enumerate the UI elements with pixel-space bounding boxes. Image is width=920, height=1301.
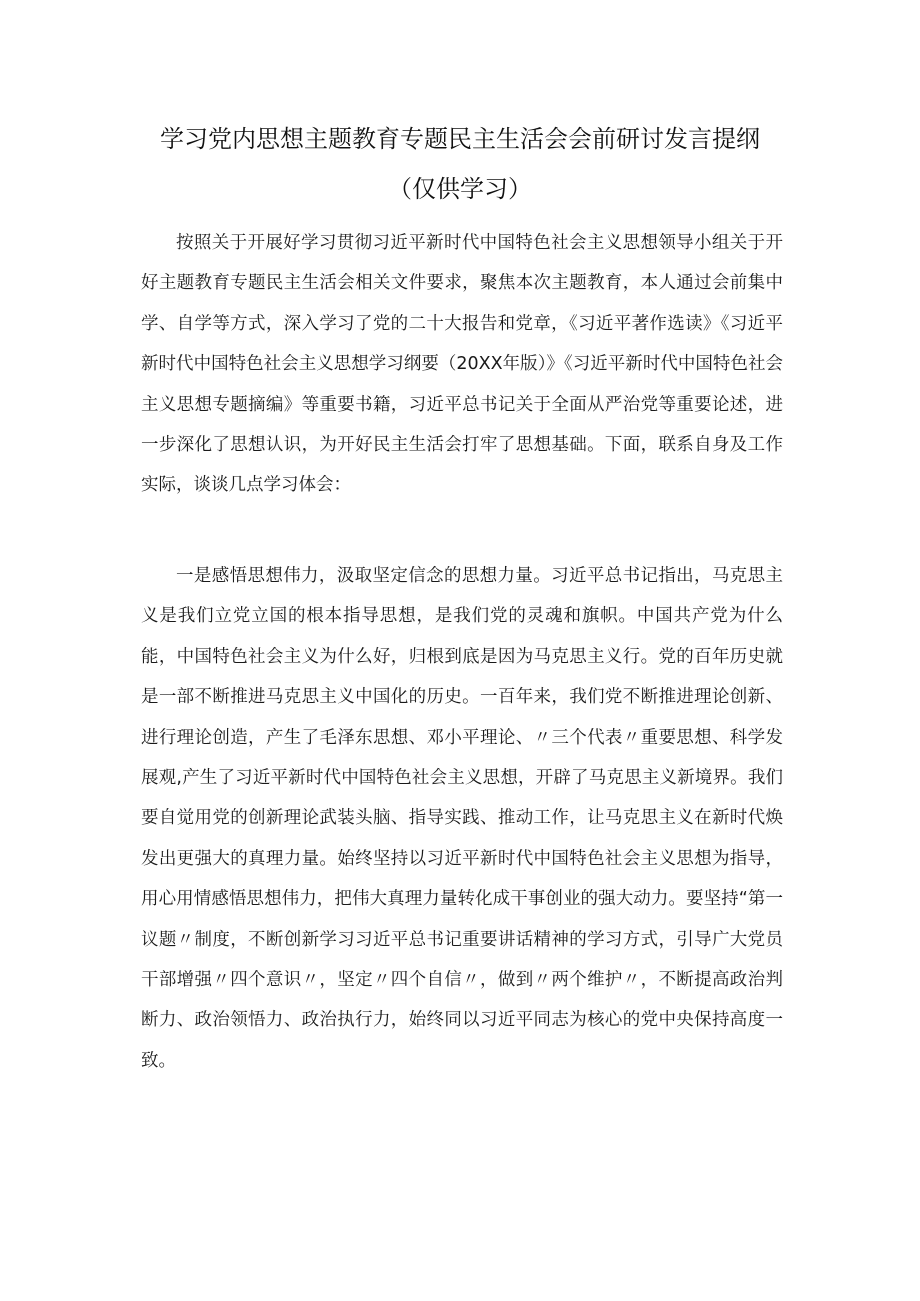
document-subtitle: （仅供学习） — [388, 175, 532, 203]
document-title: 学习党内思想主题教育专题民主生活会会前研讨发言提纲 — [160, 125, 760, 153]
paragraph-intro: 按照关于开展好学习贯彻习近平新时代中国特色社会主义思想领导小组关于开好主题教育专题民主生活会相关文件要求，聚焦本次主题教育，本人通过会前集中学、自学等方式，深入学习了党的二十大报告和党章，《习近平著作选读》《习近平新时代中国特色社会主义思想学习纲要（20XX年版）》《习近平新时代中国特色社会主义思想专题摘编》等重要书籍，习近平总书记关于全面从严治党等重要论述，进一步深化了思想认识，为开好民主生活会打牢了思想基础。下面，联系自身及工作实际，谈谈几点学习体会： — [141, 233, 783, 496]
paragraph-point-one: 一是感悟思想伟力，汲取坚定信念的思想力量。习近平总书记指出，马克思主义是我们立党立国的根本指导思想，是我们党的灵魂和旗帜。中国共产党为什么能，中国特色社会主义为什么好，归根到底是因为马克思主义行。党的百年历史就是一部不断推进马克思主义中国化的历史。一百年来，我们党不断推进理论创新、进行理论创造，产生了毛泽东思想、邓小平理论、〃三个代表〃重要思想、科学发展观,产生了习近平新时代中国特色社会主义思想，开辟了马克思主义新境界。我们要自觉用党的创新理论武装头脑、指导实践、推动工作，让马克思主义在新时代焕发出更强大的真理力量。始终坚持以习近平新时代中国特色社会主义思想为指导，用心用情感悟思想伟力，把伟大真理力量转化成干事创业的强大动力。要坚持“第一议题〃制度，不断创新学习习近平总书记重要讲话精神的学习方式，引导广大党员干部增强〃四个意识〃，坚定〃四个自信〃，做到〃两个维护〃，不断提高政治判断力、政治领悟力、政治执行力，始终同以习近平同志为核心的党中央保持高度一致。 — [141, 566, 783, 1071]
